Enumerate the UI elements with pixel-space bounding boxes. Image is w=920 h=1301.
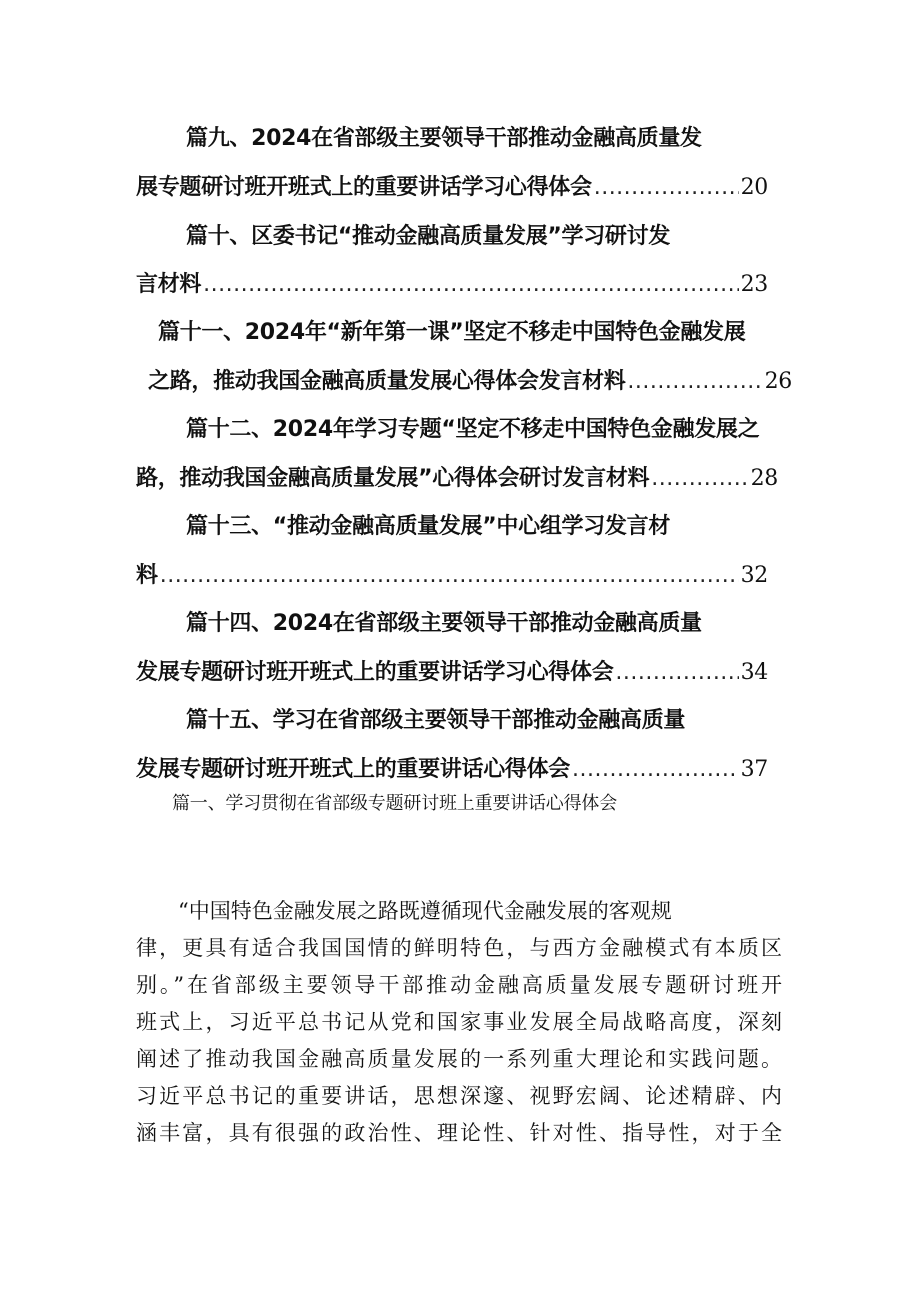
toc-entry-10-page-number: 23	[740, 272, 768, 297]
dot-leader	[594, 173, 739, 203]
toc-entry-14-line-2[interactable]	[136, 658, 768, 688]
toc-entry-15-page-number: 37	[740, 757, 768, 782]
dot-leader	[203, 270, 738, 300]
toc-entry-11-line-2[interactable]	[148, 367, 792, 397]
toc-entry-14-line-1[interactable]: 篇十四、2024在省部级主要领导干部推动金融高质量	[186, 611, 702, 636]
dot-leader	[615, 658, 738, 688]
toc-entry-9-title-end: 展专题研讨班开班式上的重要讲话学习心得体会	[136, 175, 592, 200]
toc-entry-11-title-end: 之路，推动我国金融高质量发展心得体会发言材料	[148, 369, 626, 394]
toc-entry-10-title-end: 言材料	[136, 272, 202, 297]
body-line-2: 律，更具有适合我国国情的鲜明特色，与西方金融模式有本质区	[136, 936, 782, 960]
toc-entry-14-page-number: 34	[740, 660, 768, 685]
dot-leader	[651, 464, 748, 494]
body-line-1: “中国特色金融发展之路既遵循现代金融发展的客观规	[178, 899, 672, 923]
toc-entry-13-line-2[interactable]	[136, 561, 768, 591]
dot-leader	[627, 367, 762, 397]
body-line-6: 习近平总书记的重要讲话，思想深邃、视野宏阔、论述精辟、内	[136, 1084, 782, 1108]
toc-entry-12-line-1[interactable]: 篇十二、2024年学习专题“坚定不移走中国特色金融发展之	[186, 417, 760, 442]
toc-entry-10-line-1[interactable]: 篇十、区委书记“推动金融高质量发展”学习研讨发	[186, 224, 671, 249]
body-line-4: 班式上，习近平总书记从党和国家事业发展全局战略高度，深刻	[136, 1010, 782, 1034]
body-line-3: 别。”在省部级主要领导干部推动金融高质量发展专题研讨班开	[136, 973, 782, 997]
toc-entry-14-title-end: 发展专题研讨班开班式上的重要讲话学习心得体会	[136, 660, 614, 685]
toc-entry-15-line-1[interactable]: 篇十五、学习在省部级主要领导干部推动金融高质量	[186, 708, 686, 733]
dot-leader	[160, 561, 739, 591]
body-line-7: 涵丰富，具有很强的政治性、理论性、针对性、指导性，对于全	[136, 1121, 782, 1145]
toc-entry-9-page-number: 20	[740, 175, 768, 200]
section-heading: 篇一、学习贯彻在省部级专题研讨班上重要讲话心得体会	[172, 793, 617, 814]
toc-entry-11-line-1[interactable]: 篇十一、2024年“新年第一课”坚定不移走中国特色金融发展	[158, 320, 746, 345]
toc-entry-12-page-number: 28	[750, 466, 778, 491]
toc-entry-13-title-end: 料	[136, 563, 158, 588]
body-line-5: 阐述了推动我国金融高质量发展的一系列重大理论和实践问题。	[136, 1047, 782, 1071]
toc-entry-13-page-number: 32	[740, 563, 768, 588]
toc-entry-15-title-end: 发展专题研讨班开班式上的重要讲话心得体会	[136, 757, 571, 782]
toc-entry-12-title-end: 路，推动我国金融高质量发展”心得体会研讨发言材料	[136, 466, 650, 491]
toc-entry-13-line-1[interactable]: 篇十三、“推动金融高质量发展”中心组学习发言材	[186, 514, 671, 539]
toc-entry-10-line-2[interactable]	[136, 270, 768, 300]
toc-entry-12-line-2[interactable]	[136, 464, 778, 494]
toc-entry-9-line-1[interactable]: 篇九、2024在省部级主要领导干部推动金融高质量发	[186, 126, 702, 151]
toc-entry-15-line-2[interactable]	[136, 755, 768, 785]
toc-entry-11-page-number: 26	[764, 369, 792, 394]
dot-leader	[572, 755, 739, 785]
toc-entry-9-line-2[interactable]	[136, 173, 768, 203]
